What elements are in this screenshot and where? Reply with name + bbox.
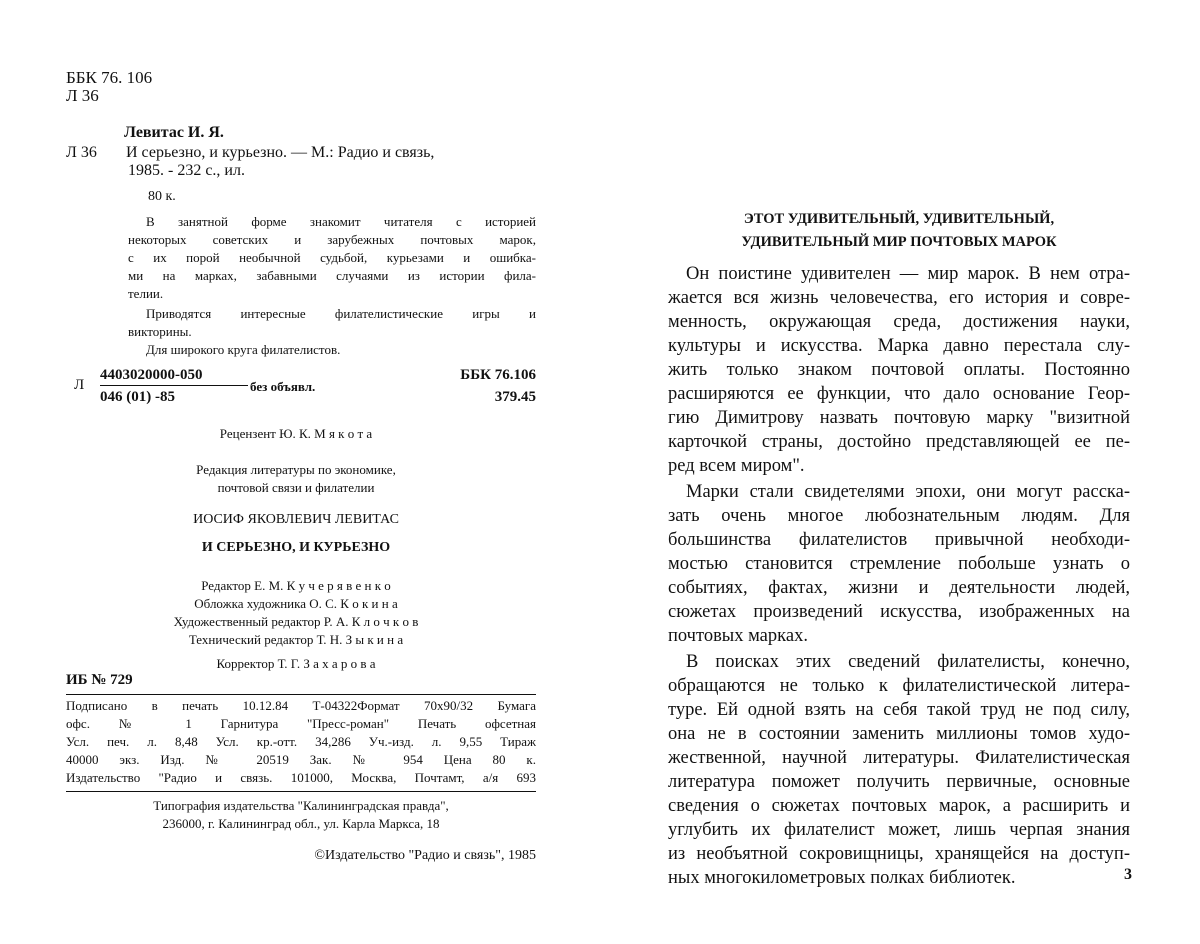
- reviewer: Рецензент Ю. К. М я к о т а: [219, 426, 373, 441]
- bbk-right-number: 379.45: [494, 389, 536, 405]
- text-line: В поисках этих сведений филателисты, конечно,: [686, 652, 1130, 672]
- text-line: Марки стали свидетелями эпохи, они могут расска-: [686, 482, 1130, 502]
- credit-line: Художественный редактор Р. А. К л о ч к о в: [173, 614, 419, 629]
- credit-line: Технический редактор Т. Н. З ы к и н а: [188, 632, 404, 647]
- title-line-2: 1985. - 232 с., ил.: [128, 162, 245, 179]
- fraction-denominator: 046 (01) -85: [100, 389, 175, 405]
- fraction-note: без объявл.: [250, 379, 316, 394]
- text-line: жается вся жизнь человечества, его история и совре-: [668, 288, 1130, 308]
- imprint-line: 40000 экз. Изд. № 20519 Зак. № 954 Цена 80 к.: [66, 752, 536, 767]
- text-line: большинства филателистов привычной необходи-: [668, 530, 1130, 550]
- text-line: ных многокилометровых полках библиотек.: [668, 868, 1016, 888]
- annotation-line: некоторых советских и зарубежных почтовых марок,: [128, 232, 536, 247]
- editorial-line: Редакция литературы по экономике,: [196, 462, 396, 477]
- author-name: Левитас И. Я.: [124, 124, 224, 141]
- text-line: карточкой страны, достойно представляющей ее пе-: [668, 432, 1130, 452]
- text-line: жественной, научной литературы. Филателистическая: [668, 748, 1130, 768]
- fraction-letter: Л: [74, 377, 85, 393]
- annotation-line: Приводятся интересные филателистические игры и: [146, 306, 536, 321]
- page-number: 3: [1124, 866, 1132, 883]
- imprint-line: Подписано в печать 10.12.84 Т-04322Формат 70х90/32 Бумага: [66, 698, 536, 713]
- book-title-caps: И СЕРЬЕЗНО, И КУРЬЕЗНО: [201, 540, 391, 555]
- editorial-line: почтовой связи и филателии: [217, 480, 375, 495]
- text-line: сюжетах произведений искусства, изображенных на: [668, 602, 1130, 622]
- annotation-line: телии.: [128, 286, 164, 301]
- text-line: сведения о сюжетах почтовых марок, а расширить и: [668, 796, 1130, 816]
- imprint-bottom-rule: [66, 791, 536, 792]
- text-line: гию Димитрову назвать почтовую марку "визитной: [668, 408, 1130, 428]
- annotation-line: с их порой необычной судьбой, курьезами и ошибка-: [128, 250, 536, 265]
- title-line-1: И серьезно, и курьезно. — М.: Радио и связь,: [126, 144, 435, 161]
- text-line: расширяются ее функции, что дало основание Геор-: [668, 384, 1130, 404]
- imprint-line: Усл. печ. л. 8,48 Усл. кр.-отт. 34,286 Уч.-изд. л. 9,55 Тираж: [66, 734, 536, 749]
- chapter-heading: ЭТОТ УДИВИТЕЛЬНЫЙ, УДИВИТЕЛЬНЫЙ,: [743, 211, 1055, 227]
- text-line: она не в состоянии заменить миллионы томов худо-: [668, 724, 1130, 744]
- text-line: из необъятной сокровищницы, хранящейся на доступ-: [668, 844, 1130, 864]
- bbk-index-top: Л 36: [66, 86, 99, 105]
- copyright: ©Издательство "Радио и связь", 1985: [314, 848, 536, 863]
- credit-line: Редактор Е. М. К у ч е р я в е н к о: [201, 578, 391, 593]
- text-line: обращаются не только к филателистической литера-: [668, 676, 1130, 696]
- text-line: туре. Ей одной взять на себя такой труд не под силу,: [668, 700, 1130, 720]
- annotation-line: В занятной форме знакомит читателя с историей: [146, 214, 536, 229]
- chapter-heading: УДИВИТЕЛЬНЫЙ МИР ПОЧТОВЫХ МАРОК: [741, 234, 1057, 250]
- ib-number: ИБ № 729: [66, 672, 133, 688]
- text-line: углубить их филателист может, лишь черпая знания: [668, 820, 1130, 840]
- printing-line: Типография издательства "Калининградская правда",: [153, 798, 449, 813]
- index-code: Л 36: [66, 144, 97, 161]
- text-line: зать очень многое любознательным людям. Для: [668, 506, 1130, 526]
- text-line: культуры и искусства. Марка давно перестала слу-: [668, 336, 1130, 356]
- text-line: почтовых марках.: [668, 626, 808, 646]
- credit-line: Корректор Т. Г. З а х а р о в а: [216, 656, 376, 671]
- text-line: жить только знаком почтовой оплаты. Постоянно: [668, 360, 1130, 380]
- imprint-top-rule: [66, 694, 536, 695]
- credit-line: Обложка художника О. С. К о к и н а: [194, 596, 398, 611]
- price: 80 к.: [148, 189, 176, 204]
- text-line: менность, окружающая среда, достижения науки,: [668, 312, 1130, 332]
- text-line: событиях, фактах, жизни и деятельности людей,: [668, 578, 1130, 598]
- imprint-line: офс. № 1 Гарнитура "Пресс-роман" Печать офсетная: [66, 716, 536, 731]
- text-line: литература поможет получить первичные, основные: [668, 772, 1130, 792]
- printing-line: 236000, г. Калининград обл., ул. Карла Маркса, 18: [162, 816, 440, 831]
- author-full-name: ИОСИФ ЯКОВЛЕВИЧ ЛЕВИТАС: [193, 512, 399, 527]
- fraction-bar: [100, 385, 248, 386]
- annotation-line: ми на марках, забавными случаями из истории фила-: [128, 268, 536, 283]
- annotation-line: викторины.: [128, 324, 192, 339]
- fraction-numerator: 4403020000-050: [100, 367, 203, 383]
- text-line: мостью становится стремление побольше узнать о: [668, 554, 1130, 574]
- imprint-line: Издательство "Радио и связь. 101000, Москва, Почтамт, а/я 693: [66, 770, 536, 785]
- text-line: ред всем миром".: [668, 456, 805, 476]
- bbk-right-code: ББК 76.106: [460, 367, 536, 383]
- audience-line: Для широкого круга филателистов.: [146, 342, 341, 357]
- text-line: Он поистине удивителен — мир марок. В нем отра-: [686, 264, 1130, 284]
- bbk-code-top: ББК 76. 106: [66, 68, 153, 87]
